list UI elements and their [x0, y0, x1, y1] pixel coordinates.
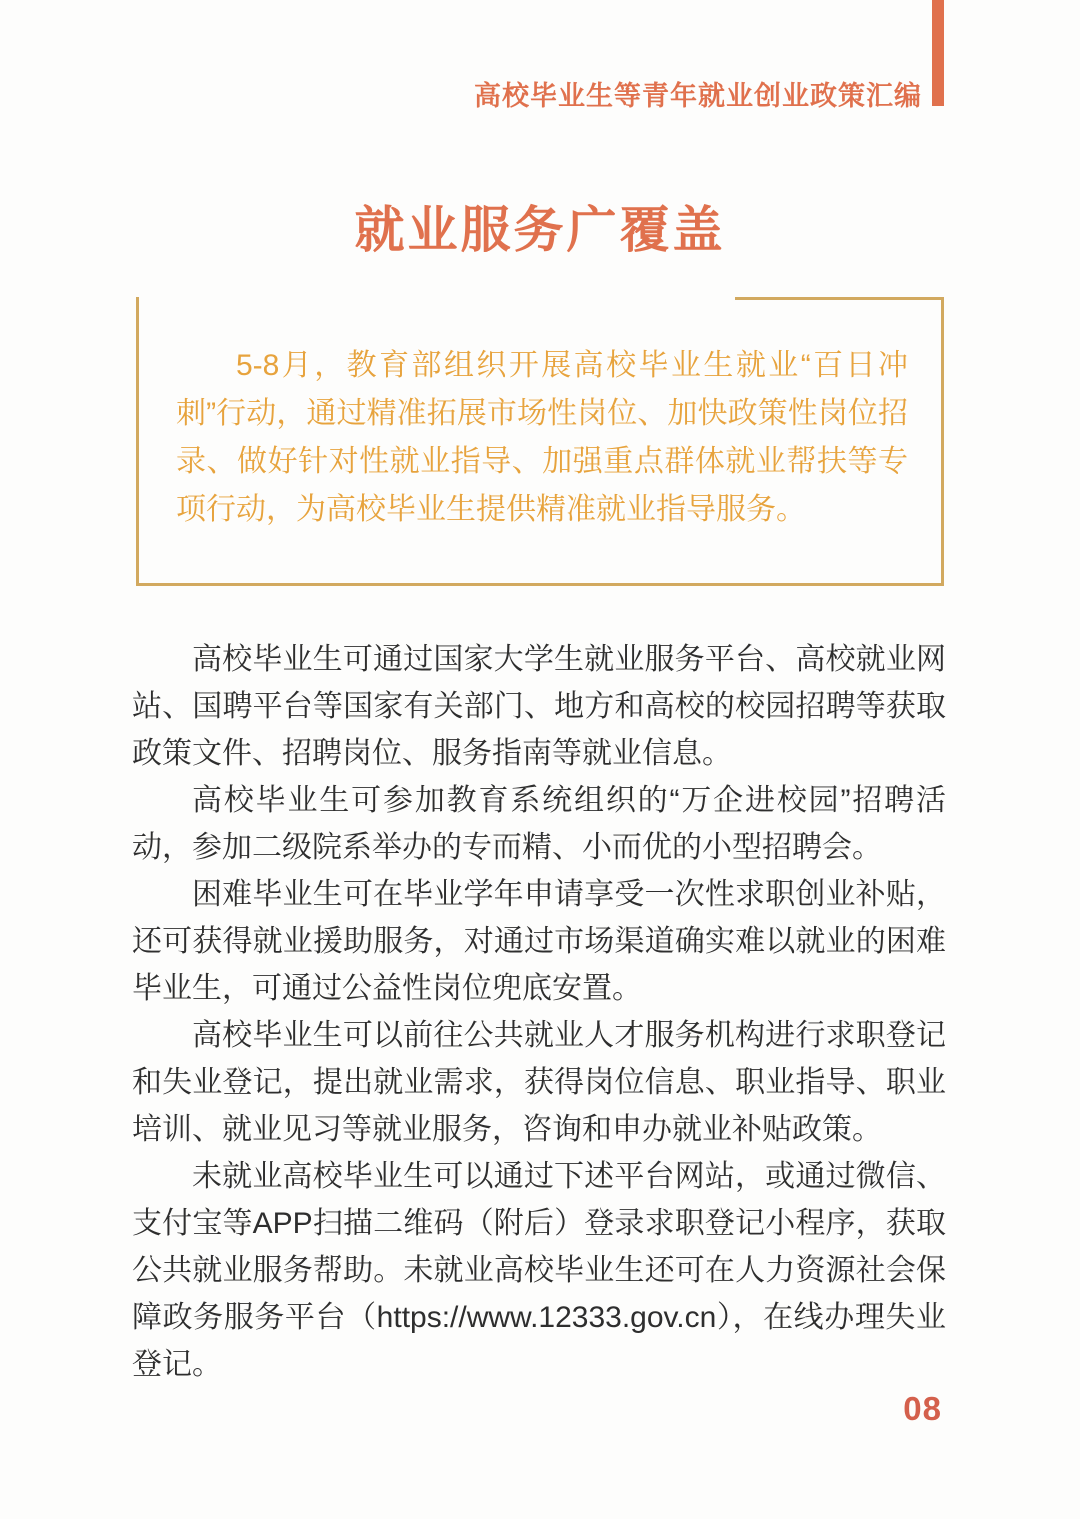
paragraph-campus-recruitment: 高校毕业生可参加教育系统组织的“万企进校园”招聘活动，参加二级院系举办的专而精、小而优的小型招聘会。 — [132, 784, 946, 864]
body-text — [132, 636, 946, 1388]
header-accent-bar — [932, 0, 944, 106]
page-title: 就业服务广覆盖 — [354, 202, 726, 258]
highlight-box — [136, 297, 944, 586]
page-number: 08 — [903, 1390, 942, 1427]
paragraph-public-employment-services: 高校毕业生可以前往公共就业人才服务机构进行求职登记和失业登记，提出就业需求，获得岗位信息、职业指导、职业培训、就业见习等就业服务，咨询和申办就业补贴政策。 — [132, 1019, 946, 1146]
highlight-box-top-border — [735, 297, 941, 300]
highlight-box-text: 5-8月，教育部组织开展高校毕业生就业“百日冲刺”行动，通过精准拓展市场性岗位、加快政策性岗位招录、做好针对性就业指导、加强重点群体就业帮扶等专项行动，为高校毕业生提供精准就业指导服务。 — [176, 349, 908, 526]
paragraph-disadvantaged-graduates: 困难毕业生可在毕业学年申请享受一次性求职创业补贴，还可获得就业援助服务，对通过市场渠道确实难以就业的困难毕业生，可通过公益性岗位兜底安置。 — [132, 878, 946, 1005]
document-header-title: 高校毕业生等青年就业创业政策汇编 — [474, 81, 922, 111]
paragraph-unemployed-registration: 未就业高校毕业生可以通过下述平台网站，或通过微信、支付宝等APP扫描二维码（附后）登录求职登记小程序，获取公共就业服务帮助。未就业高校毕业生还可在人力资源社会保障政务服务平台（https://www.12333.gov.cn），在线办理失业登记。 — [132, 1160, 946, 1381]
paragraph-employment-platforms: 高校毕业生可通过国家大学生就业服务平台、高校就业网站、国聘平台等国家有关部门、地方和高校的校园招聘等获取政策文件、招聘岗位、服务指南等就业信息。 — [132, 643, 946, 770]
